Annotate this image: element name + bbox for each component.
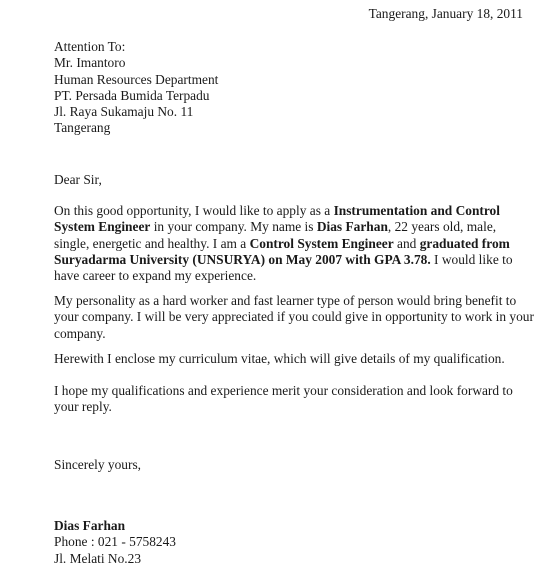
- paragraph-personality: My personality as a hard worker and fast learner type of person would bring benefit to your company. I will be very appreciated if you could give in opportunity to work in your company.: [54, 293, 534, 341]
- p1-segment: in your company. My name is: [150, 219, 317, 235]
- recipient-address: [54, 39, 534, 137]
- recipient-company: PT. Persada Bumida Terpadu: [54, 87, 210, 103]
- recipient-name: Mr. Imantoro: [54, 55, 126, 71]
- signature-address: Jl. Melati No.23: [54, 550, 142, 566]
- signature-phone: Phone : 021 - 5758243: [54, 534, 176, 550]
- p1-segment: On this good opportunity, I would like to apply as a: [54, 203, 334, 218]
- p1-segment: and: [393, 235, 420, 251]
- recipient-department: Human Resources Department: [54, 71, 219, 87]
- p1-segment: , 22 years old, male, single, energetic and healthy. I am a: [54, 219, 497, 251]
- p1-segment: I would like to have career to expand my experience.: [54, 251, 513, 284]
- p1-position-bold: Instrumentation and Control System Engineer: [54, 203, 500, 235]
- recipient-city: Tangerang: [54, 120, 111, 136]
- salutation: Dear Sir,: [54, 172, 102, 187]
- p1-title-bold: Control System Engineer: [249, 235, 394, 251]
- p1-education-bold: graduated from Suryadarma University (UNSURYA) on May 2007 with GPA 3.78.: [54, 235, 510, 267]
- signature-block: [54, 518, 534, 567]
- attention-line: Attention To:: [54, 39, 126, 54]
- paragraph-enclosure: Herewith I enclose my curriculum vitae, which will give details of my qualification.: [54, 351, 505, 366]
- letter-date: Tangerang, January 18, 2011: [368, 6, 523, 21]
- recipient-street: Jl. Raya Sukamaju No. 11: [54, 104, 194, 120]
- signature-name-text: Dias Farhan: [54, 518, 126, 533]
- closing-phrase: Sincerely yours,: [54, 457, 142, 472]
- paragraph-application: [54, 203, 534, 284]
- signature-name: [54, 518, 534, 534]
- paragraph-closing: I hope my qualifications and experience merit your consideration and look forward to your reply.: [54, 383, 513, 415]
- p1-name-bold: Dias Farhan: [316, 219, 388, 235]
